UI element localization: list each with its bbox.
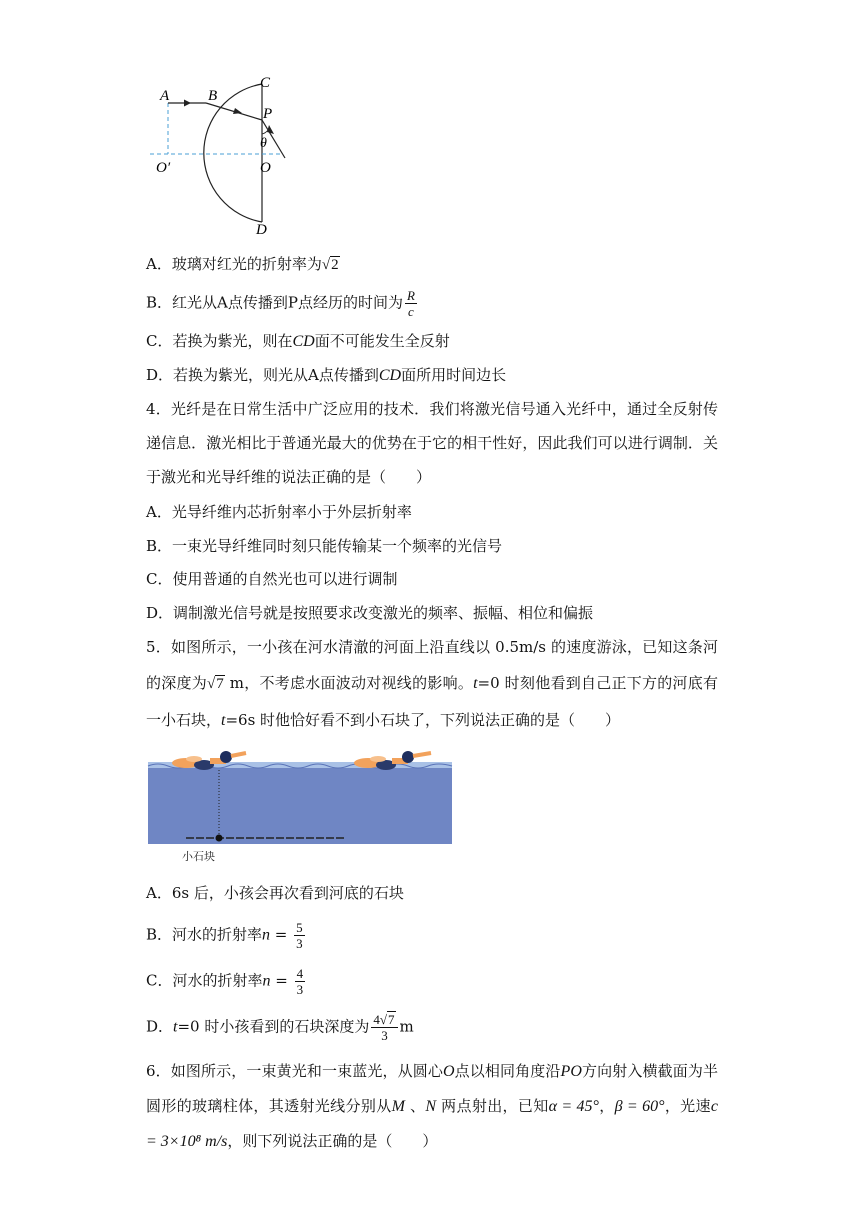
label-P: P <box>263 106 273 122</box>
q5-option-d: D．t=0 时小孩看到的石块深度为 $\frac{4√7}{3}$ m <box>146 1012 414 1043</box>
stone <box>216 835 223 842</box>
q4-option-d: D．调制激光信号就是按照要求改变激光的频率、振幅、相位和偏振 <box>146 604 594 622</box>
label-O: O <box>260 160 271 176</box>
q3-option-c: C．若换为紫光，则在CD面不可能发生全反射 <box>146 332 450 350</box>
q6-stem: 6．如图所示，一束黄光和一束蓝光，从圆心O点以相同角度沿PO方向射入横截面为半圆形的玻璃柱体，其透射光线分别从M 、N 两点射出，已知α = 45°，β = 60°，光速c = 3×10⁸ m/s，则下列说法正确的是（ ） <box>146 1062 718 1150</box>
stone-label: 小石块 <box>182 850 215 863</box>
q5-option-a: A．6s 后，小孩会再次看到河底的石块 <box>146 884 404 902</box>
river-water <box>148 768 452 844</box>
q3-option-d: D．若换为紫光，则光从A点传播到CD面所用时间边长 <box>146 366 507 384</box>
label-D: D <box>256 222 267 238</box>
label-C: C <box>260 75 271 91</box>
semicircle-figure <box>150 72 300 240</box>
label-theta: θ <box>260 136 267 151</box>
label-A: A <box>160 88 170 104</box>
q4-stem: 4．光纤是在日常生活中广泛应用的技术．我们将激光信号通入光纤中，通过全反射传递信息．激光相比于普通光最大的优势在于它的相干性好，因此我们可以进行调制．关于激光和光导纤维的说法正确的是（ ） <box>146 400 718 486</box>
q3-option-b: B．红光从A点传播到P点经历的时间为 $\frac{R}{c}$ <box>146 288 415 319</box>
label-B: B <box>208 88 218 104</box>
q4-option-a: A．光导纤维内芯折射率小于外层折射率 <box>146 503 412 521</box>
q5-option-c: C．河水的折射率n = $\frac{4}{3}$ <box>146 966 304 997</box>
q3-option-a: A．玻璃对红光的折射率为√2 <box>146 255 339 273</box>
q4-option-b: B．一束光导纤维同时刻只能传输某一个频率的光信号 <box>146 537 503 555</box>
river-figure <box>146 748 456 864</box>
label-O-prime: O′ <box>156 160 171 176</box>
q5-option-b: B．河水的折射率n = $\frac{5}{3}$ <box>146 920 303 951</box>
q4-option-c: C．使用普通的自然光也可以进行调制 <box>146 570 398 588</box>
q5-stem: 5．如图所示，一小孩在河水清澈的河面上沿直线以 0.5m/s 的速度游泳，已知这条河的深度为√7 m，不考虑水面波动对视线的影响。t=0 时刻他看到自己正下方的河底有一小石块，t=6s 时他恰好看不到小石块了，下列说法正确的是（ ） <box>146 638 718 729</box>
